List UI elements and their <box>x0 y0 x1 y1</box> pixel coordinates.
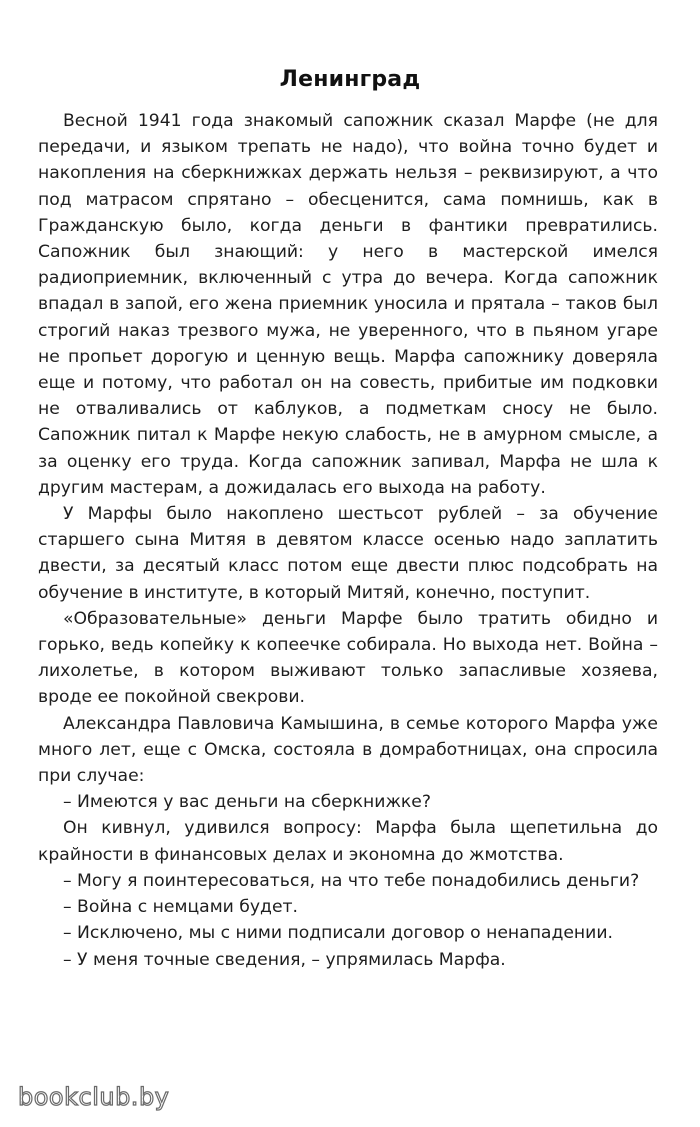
paragraph: Весной 1941 года знакомый сапожник сказал Марфе (не для передачи, и языком трепать не надо), что война точно будет и накопления на сберкнижках держать нельзя – реквизируют, а что под матрасом спрятано – обесценится, сама помнишь, как в Гражданскую было, когда деньги в фантики превратились. Сапожник был знающий: у него в мастерской имелся радиоприемник, включенный с утра до вечера. Когда сапожник впадал в запой, его жена приемник уносила и прятала – таков был строгий наказ трезвого мужа, не уверенного, что в пьяном угаре не пропьет дорогую и ценную вещь. Марфа сапожнику доверяла еще и потому, что работал он на совесть, прибитые им подковки не отваливались от каблуков, а подметкам сносу не было. Сапожник питал к Марфе некую слабость, не в амурном смысле, а за оценку его труда. Когда сапожник запивал, Марфа не шла к другим мастерам, а дожидалась его выхода на работу. <box>38 111 658 498</box>
dialogue-line: – Могу я поинтересоваться, на что тебе понадобились деньги? <box>63 870 640 891</box>
watermark-logo: bookclub.by <box>18 1083 170 1111</box>
chapter-title: Ленинград <box>279 66 421 92</box>
paragraph: У Марфы было накоплено шестьсот рублей – за обучение старшего сына Митяя в девятом классе осенью надо заплатить двести, за десятый класс потом еще двести плюс подсобрать на обучение в институте, в который Митяй, конечно, поступит. <box>38 504 658 603</box>
chapter-body <box>38 108 658 973</box>
dialogue-line: – Имеются у вас деньги на сберкнижке? <box>63 792 432 813</box>
dialogue-line: – У меня точные сведения, – упрямилась Марфа. <box>63 949 506 970</box>
dialogue-line: – Исключено, мы с ними подписали договор о ненападении. <box>63 923 613 944</box>
paragraph: Александра Павловича Камышина, в семье которого Марфа уже много лет, еще с Омска, состояла в домработницах, она спросила при случае: <box>38 713 658 787</box>
paragraph: Он кивнул, удивился вопросу: Марфа была щепетильна до крайности в финансовых делах и экономна до жмотства. <box>38 818 658 865</box>
dialogue-line: – Война с немцами будет. <box>63 897 298 918</box>
paragraph: «Образовательные» деньги Марфе было тратить обидно и горько, ведь копейку к копеечке собирала. Но выхода нет. Война – лихолетье, в котором выживают только запасливые хозяева, вроде ее покойной свекрови. <box>38 608 658 708</box>
